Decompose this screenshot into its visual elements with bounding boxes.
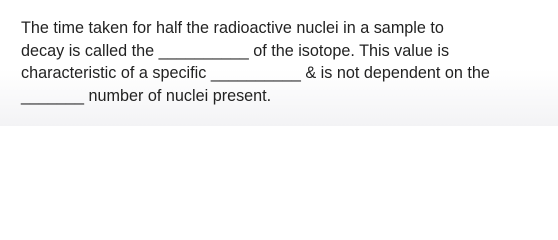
question-text	[21, 17, 551, 107]
question-line: decay is called the __________ of the isotope. This value is	[21, 41, 450, 60]
question-line: The time taken for half the radioactive nuclei in a sample to	[21, 19, 444, 37]
question-line: _______ number of nuclei present.	[21, 86, 272, 105]
question-line: characteristic of a specific __________ & is not dependent on the	[21, 64, 490, 82]
